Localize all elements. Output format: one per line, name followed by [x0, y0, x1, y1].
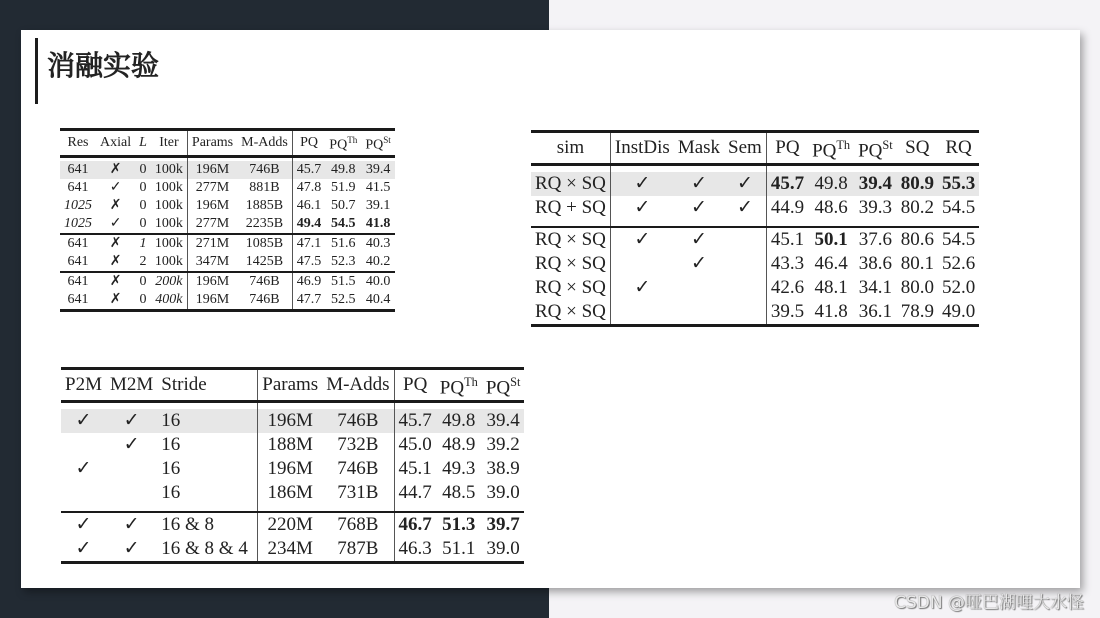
col-mask: Mask	[674, 132, 724, 165]
table-header-row	[61, 369, 524, 402]
col-res: Res	[60, 130, 96, 157]
col-l: L	[135, 130, 151, 157]
table-row: RQ × SQ ✓ ✓ 45.1 50.1 37.6 80.6 54.5	[531, 227, 979, 252]
watermark: CSDN @哑巴湖哩大水怪	[894, 593, 1084, 613]
table-row: RQ + SQ ✓ ✓ ✓ 44.9 48.6 39.3 80.2 54.5	[535, 197, 976, 219]
col-params: Params	[187, 130, 237, 157]
table-row: RQ × SQ 39.5 41.8 36.1 78.9 49.0	[531, 300, 979, 326]
slide-title: 消融实验	[47, 49, 160, 82]
table-row: ✓ ✓ 16 196M 746B 45.7 49.8 39.4	[61, 409, 524, 433]
table-row: RQ × SQ ✓ 42.6 48.1 34.1 80.0 52.0	[535, 277, 976, 299]
col-pq: PQ	[292, 130, 325, 157]
col-pq-th: $PQ^{Th}$	[808, 132, 854, 165]
col-axial: Axial	[96, 130, 135, 157]
table-row: ✓ ✓ 16 & 8 220M 768B 46.7 51.3 39.7	[61, 512, 524, 537]
col-pq-st: $PQ^{St}$	[361, 130, 395, 157]
ablation-table-transformer-stride	[61, 367, 524, 564]
table-row: 641 ✗ 0 400k 196M 746B 47.7 52.5 40.4	[60, 291, 395, 311]
table-row: 641 ✗ 1 100k 271M 1085B 47.1 51.6 40.3	[60, 234, 395, 253]
table-row: 641 ✗ 0 200k 196M 746B 46.9 51.5 40.0	[60, 272, 395, 291]
col-pq: PQ	[766, 132, 808, 165]
col-madds: M-Adds	[322, 369, 394, 402]
col-m2m: M2M	[106, 369, 157, 402]
col-sq: SQ	[897, 132, 938, 165]
ablation-table-similarity-loss	[531, 130, 979, 327]
table-header-row	[531, 132, 979, 165]
col-pq-th: $PQ^{Th}$	[325, 130, 361, 157]
col-stride: Stride	[157, 369, 258, 402]
table-row: ✓ 16 196M 746B 45.1 49.3 38.9	[75, 458, 520, 480]
col-iter: Iter	[151, 130, 188, 157]
table-row: ✓ 16 188M 732B 45.0 48.9 39.2	[123, 434, 520, 456]
col-instdis: InstDis	[610, 132, 673, 165]
col-pq-st: $PQ^{St}$	[482, 369, 525, 402]
table-row: 641 ✓ 0 100k 277M 881B 47.8 51.9 41.5	[67, 179, 391, 195]
table-row: 1025 ✗ 0 100k 196M 1885B 46.1 50.7 39.1	[64, 197, 391, 213]
col-sim: sim	[531, 132, 610, 165]
table-row: 16 186M 731B 44.7 48.5 39.0	[161, 482, 520, 504]
col-pq-th: $PQ^{Th}$	[436, 369, 482, 402]
col-p2m: P2M	[61, 369, 106, 402]
table-row: RQ × SQ ✓ ✓ ✓ 45.7 49.8 39.4 80.9 55.3	[531, 172, 979, 196]
title-accent-bar	[35, 38, 38, 104]
col-params: Params	[258, 369, 322, 402]
table-row: RQ × SQ ✓ 43.3 46.4 38.6 80.1 52.6	[535, 253, 976, 275]
col-pq: PQ	[394, 369, 436, 402]
table-row: 1025 ✓ 0 100k 277M 2235B 49.4 54.5 41.8	[60, 215, 395, 234]
table-row: 641 ✗ 0 100k 196M 746B 45.7 49.8 39.4	[60, 161, 395, 179]
col-madds: M-Adds	[237, 130, 292, 157]
table-row: ✓ ✓ 16 & 8 & 4 234M 787B 46.3 51.1 39.0	[61, 537, 524, 563]
col-sem: Sem	[724, 132, 766, 165]
ablation-table-resolution-axial	[60, 128, 395, 312]
table-header-row	[60, 130, 395, 157]
col-rq: RQ	[938, 132, 979, 165]
table-row: 641 ✗ 2 100k 347M 1425B 47.5 52.3 40.2	[60, 253, 395, 272]
col-pq-st: $PQ^{St}$	[854, 132, 897, 165]
